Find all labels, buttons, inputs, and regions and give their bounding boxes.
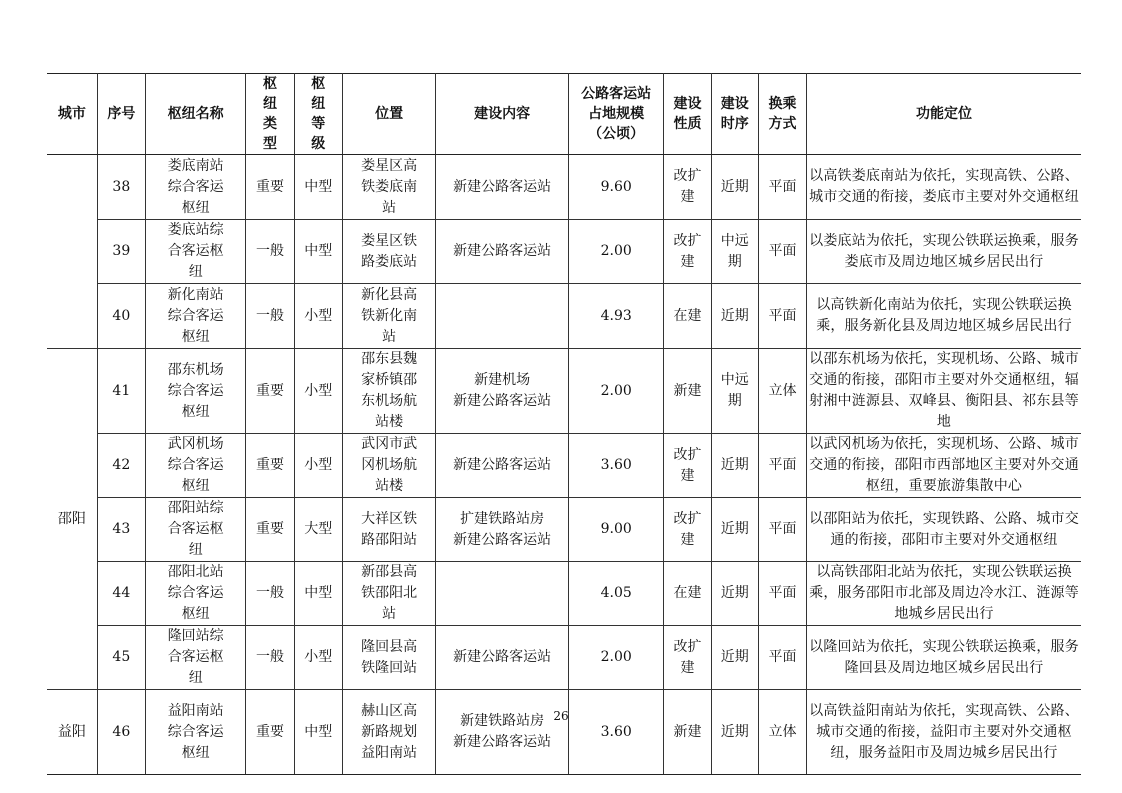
construction-nature: 改扩 建 [664,434,711,498]
header-nature: 建设性质 [664,74,711,155]
station-area: 9.60 [568,155,663,220]
construction-nature: 在建 [664,284,711,349]
hub-level: 中型 [294,562,342,626]
transfer-mode: 立体 [758,349,806,434]
row-number: 44 [97,562,145,626]
row-number: 45 [97,626,145,690]
hub-level: 中型 [294,220,342,284]
header-hub-name: 枢纽名称 [145,74,245,155]
table-row [47,434,1081,498]
construction-content: 新建铁路站房 新建公路客运站 [436,690,569,775]
row-number: 43 [97,498,145,562]
station-area: 4.05 [568,562,663,626]
location: 赫山区高 新路规划 益阳南站 [342,690,435,775]
construction-timing: 中远 期 [711,349,758,434]
hub-type: 一般 [246,220,294,284]
location: 隆回县高 铁隆回站 [342,626,435,690]
hub-name: 益阳南站 综合客运 枢纽 [145,690,245,775]
row-number: 46 [97,690,145,775]
hub-type: 重要 [246,349,294,434]
hub-type: 一般 [246,562,294,626]
hub-name: 隆回站综 合客运枢 纽 [145,626,245,690]
table-row [47,284,1081,349]
hub-type: 一般 [246,284,294,349]
hub-level: 大型 [294,498,342,562]
transfer-mode: 平面 [758,284,806,349]
hub-name: 新化南站 综合客运 枢纽 [145,284,245,349]
row-number: 41 [97,349,145,434]
hub-level: 小型 [294,434,342,498]
location: 武冈市武 冈机场航 站楼 [342,434,435,498]
header-location: 位置 [342,74,435,155]
station-area: 2.00 [568,626,663,690]
transfer-mode: 平面 [758,562,806,626]
hub-name: 娄底站综 合客运枢 纽 [145,220,245,284]
function-positioning: 以高铁邵阳北站为依托，实现公铁联运换乘，服务邵阳市北部及周边冷水江、涟源等地城乡居民出行 [807,562,1081,626]
construction-timing: 近期 [711,626,758,690]
header-hub-type: 枢纽类型 [246,74,294,155]
header-city: 城市 [47,74,97,155]
construction-content: 新建公路客运站 [436,220,569,284]
function-positioning: 以邵阳站为依托，实现铁路、公路、城市交通的衔接，邵阳市主要对外交通枢纽 [807,498,1081,562]
construction-nature: 新建 [664,690,711,775]
station-area: 9.00 [568,498,663,562]
transfer-mode: 平面 [758,220,806,284]
hub-name: 邵阳站综 合客运枢 纽 [145,498,245,562]
location: 娄星区高 铁娄底南 站 [342,155,435,220]
hub-level: 小型 [294,349,342,434]
function-positioning: 以隆回站为依托，实现公铁联运换乘，服务隆回县及周边地区城乡居民出行 [807,626,1081,690]
construction-content: 扩建铁路站房 新建公路客运站 [436,498,569,562]
construction-content: 新建公路客运站 [436,155,569,220]
table-row [47,690,1081,775]
city-cell: 益阳 [47,690,97,775]
hub-name: 娄底南站 综合客运 枢纽 [145,155,245,220]
function-positioning: 以娄底站为依托，实现公铁联运换乘，服务娄底市及周边地区城乡居民出行 [807,220,1081,284]
transfer-mode: 平面 [758,434,806,498]
function-positioning: 以武冈机场为依托，实现机场、公路、城市交通的衔接，邵阳市西部地区主要对外交通枢纽，重要旅游集散中心 [807,434,1081,498]
location: 大祥区铁 路邵阳站 [342,498,435,562]
table-row [47,498,1081,562]
hub-type: 一般 [246,626,294,690]
transfer-mode: 平面 [758,155,806,220]
location: 新化县高 铁新化南 站 [342,284,435,349]
construction-content: 新建机场 新建公路客运站 [436,349,569,434]
transfer-mode: 平面 [758,498,806,562]
construction-content: 新建公路客运站 [436,626,569,690]
station-area: 4.93 [568,284,663,349]
header-number: 序号 [97,74,145,155]
function-positioning: 以邵东机场为依托，实现机场、公路、城市交通的衔接，邵阳市主要对外交通枢纽，辐射湘中涟源县、双峰县、衡阳县、祁东县等地 [807,349,1081,434]
construction-nature: 改扩 建 [664,626,711,690]
transfer-mode: 平面 [758,626,806,690]
function-positioning: 以高铁益阳南站为依托，实现高铁、公路、城市交通的衔接，益阳市主要对外交通枢纽，服务益阳市及周边城乡居民出行 [807,690,1081,775]
station-area: 3.60 [568,690,663,775]
construction-content [436,562,569,626]
station-area: 2.00 [568,349,663,434]
header-transfer: 换乘方式 [758,74,806,155]
row-number: 39 [97,220,145,284]
hub-level: 中型 [294,155,342,220]
transfer-mode: 立体 [758,690,806,775]
location: 邵东县魏 家桥镇邵 东机场航 站楼 [342,349,435,434]
function-positioning: 以高铁娄底南站为依托，实现高铁、公路、城市交通的衔接，娄底市主要对外交通枢纽 [807,155,1081,220]
construction-timing: 近期 [711,434,758,498]
hub-level: 小型 [294,626,342,690]
hub-type: 重要 [246,155,294,220]
construction-timing: 近期 [711,498,758,562]
construction-timing: 近期 [711,690,758,775]
hub-name: 武冈机场 综合客运 枢纽 [145,434,245,498]
table-row [47,220,1081,284]
hub-type: 重要 [246,690,294,775]
table-row [47,349,1081,434]
construction-content [436,284,569,349]
hub-name: 邵东机场 综合客运 枢纽 [145,349,245,434]
header-timing: 建设时序 [711,74,758,155]
hub-level: 中型 [294,690,342,775]
table-row [47,626,1081,690]
function-positioning: 以高铁新化南站为依托，实现公铁联运换乘，服务新化县及周边地区城乡居民出行 [807,284,1081,349]
row-number: 42 [97,434,145,498]
construction-timing: 近期 [711,562,758,626]
header-hub-level: 枢纽等级 [294,74,342,155]
construction-timing: 中远 期 [711,220,758,284]
page-number: 26 [553,709,569,723]
construction-nature: 新建 [664,349,711,434]
station-area: 3.60 [568,434,663,498]
table-row [47,562,1081,626]
construction-nature: 在建 [664,562,711,626]
header-function: 功能定位 [807,74,1081,155]
table-body [47,155,1081,775]
city-cell [47,155,97,349]
city-cell: 邵阳 [47,349,97,690]
table-header-row [47,74,1081,155]
construction-timing: 近期 [711,155,758,220]
hub-type: 重要 [246,498,294,562]
location: 新邵县高 铁邵阳北 站 [342,562,435,626]
row-number: 40 [97,284,145,349]
header-content: 建设内容 [436,74,569,155]
hub-level: 小型 [294,284,342,349]
table-row [47,155,1081,220]
construction-timing: 近期 [711,284,758,349]
hub-name: 邵阳北站 综合客运 枢纽 [145,562,245,626]
hub-type: 重要 [246,434,294,498]
row-number: 38 [97,155,145,220]
construction-nature: 改扩 建 [664,498,711,562]
header-area: 公路客运站占地规模（公顷） [568,74,663,155]
hub-table [47,73,1081,775]
location: 娄星区铁 路娄底站 [342,220,435,284]
construction-nature: 改扩 建 [664,155,711,220]
construction-nature: 改扩 建 [664,220,711,284]
construction-content: 新建公路客运站 [436,434,569,498]
station-area: 2.00 [568,220,663,284]
